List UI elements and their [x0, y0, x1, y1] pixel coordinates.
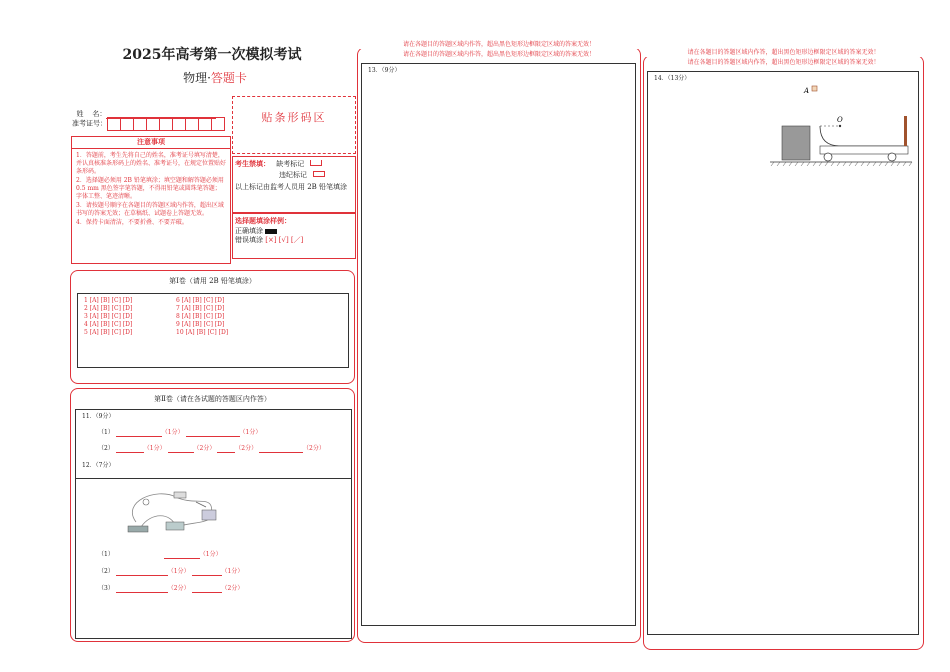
wrong-marks: [×] [√] [／] [265, 236, 304, 244]
section1-box [70, 270, 355, 384]
subject-title [150, 69, 280, 86]
q11-blank[interactable] [217, 444, 235, 453]
choice-row[interactable]: 1 [A] [B] [C] [D] 6 [A] [B] [C] [D] [84, 297, 225, 304]
q11-blank[interactable] [186, 428, 240, 437]
forbid-label: 考生禁填： [235, 159, 270, 168]
score: （1分） [161, 429, 184, 436]
section2-title: 第Ⅱ卷（请在各试题的答题区内作答） [154, 395, 271, 403]
wrong-label: 错误填涂 [235, 236, 263, 244]
score: （2分） [193, 445, 216, 452]
point-a-label: A [804, 87, 810, 95]
id-cells[interactable] [107, 120, 224, 128]
q11-p2: （2） [98, 445, 114, 452]
choice-row[interactable]: 4 [A] [B] [C] [D] 9 [A] [B] [C] [D] [84, 321, 225, 328]
q14-label: 14．（13分） [654, 75, 691, 82]
correct-label: 正确填涂 [235, 227, 263, 235]
notice-item: 1．答题前，考生先将自己的姓名，准考证号填写清楚，并认真核准条形码上的姓名、准考证号，在规定位置贴好条形码。 [76, 152, 227, 175]
answer-area[interactable] [75, 409, 352, 639]
q11-label: 11．（9分） [82, 413, 115, 420]
section1-title: 第Ⅰ卷（请用 2B 铅笔填涂） [169, 277, 256, 285]
end-wall [904, 116, 907, 146]
q11-blank[interactable] [116, 428, 162, 437]
q11-p1: （1） [98, 429, 114, 436]
physics-figure [766, 78, 916, 168]
notice-item: 2．选择题必须用 2B 铅笔填涂；填空题和解答题必须用 0.5 mm 黑色签字笔答题，不得用铅笔或圆珠笔答题；字体工整、笔迹清晰。 [76, 177, 224, 200]
q12-blank[interactable] [192, 567, 222, 576]
q12-blank[interactable] [192, 584, 222, 593]
score: （1分） [239, 429, 262, 436]
barcode-label: 贴条形码区 [261, 111, 327, 124]
warning-text: 请在各题目的答题区域内作答，超出黑色矩形边框限定区域的答案无效！ [357, 41, 641, 49]
score: （1分） [143, 445, 166, 452]
choice-row[interactable]: 2 [A] [B] [C] [D] 7 [A] [B] [C] [D] [84, 305, 225, 312]
notice-heading: 注意事项 [72, 137, 230, 149]
exam-title: 2025年高考第一次模拟考试 [122, 47, 302, 63]
q12-p2: （2） [98, 568, 114, 575]
score: （1分） [167, 568, 190, 575]
section2-box [70, 388, 355, 642]
score: （1分） [199, 551, 222, 558]
name-label: 姓 名： [76, 110, 107, 118]
id-row [72, 117, 224, 131]
q11-blank[interactable] [259, 444, 303, 453]
q12-blank[interactable] [164, 550, 200, 559]
score: （1分） [221, 568, 244, 575]
score: （2分） [235, 445, 258, 452]
subject-prefix: 物理· [183, 71, 211, 85]
score: （2分） [303, 445, 325, 452]
violation-mark[interactable] [313, 171, 325, 177]
q13-label: 13．（9分） [368, 67, 401, 74]
choice-row[interactable]: 3 [A] [B] [C] [D] 8 [A] [B] [C] [D] [84, 313, 225, 320]
id-label: 准考证号： [72, 119, 107, 128]
cart [820, 146, 908, 154]
choice-row[interactable]: 5 [A] [B] [C] [D] 10 [A] [B] [C] [D] [84, 329, 229, 336]
block-a [812, 86, 817, 91]
sample-heading: 选择题填涂样例： [235, 216, 291, 225]
absent-mark[interactable] [310, 160, 322, 166]
q12-blank[interactable] [116, 584, 168, 593]
correct-mark [265, 229, 277, 234]
warning-text: 请在各题目的答题区域内作答，超出黑色矩形边框限定区域的答案无效！ [643, 49, 924, 57]
point-o-label: O [837, 116, 843, 124]
q12-p3: （3） [98, 585, 114, 592]
notice-list [72, 149, 230, 227]
notice-box [71, 136, 231, 264]
absent-label: 缺考标记 [276, 160, 305, 168]
subject-suffix: 答题卡 [210, 71, 247, 85]
circuit-diagram [116, 482, 226, 542]
q13-answer-area[interactable] [361, 63, 636, 626]
q14-answer-area[interactable] [647, 71, 919, 635]
score: （2分） [221, 585, 244, 592]
sample-box [232, 213, 356, 259]
notice-item: 3．请按题号顺序在各题目的答题区域内作答，超出区域书写的答案无效；在草稿纸、试题卷上答题无效。 [76, 202, 224, 217]
score: （2分） [167, 585, 190, 592]
barcode-area [232, 96, 356, 154]
q11-blank[interactable] [168, 444, 194, 453]
q11-blank[interactable] [116, 444, 144, 453]
notice-item: 4．保持卡面清洁，不要折叠、不要弄破。 [76, 219, 188, 226]
q12-blank[interactable] [116, 567, 168, 576]
choice-grid [77, 293, 349, 368]
warning-text: 请在各题目的答题区域内作答，超出黑色矩形边框限定区域的答案无效！ [402, 51, 595, 58]
forbid-note: 以上标记由监考人员用 2B 铅笔填涂 [235, 183, 348, 191]
forbid-box [232, 156, 356, 213]
violation-label: 违纪标记 [279, 171, 307, 179]
track [820, 126, 904, 146]
fixed-block [782, 126, 810, 160]
q12-p1: （1） [98, 551, 114, 558]
warning-text: 请在各题目的答题区域内作答，超出黑色矩形边框限定区域的答案无效！ [687, 59, 880, 66]
q12-label: 12．（7分） [82, 462, 115, 469]
